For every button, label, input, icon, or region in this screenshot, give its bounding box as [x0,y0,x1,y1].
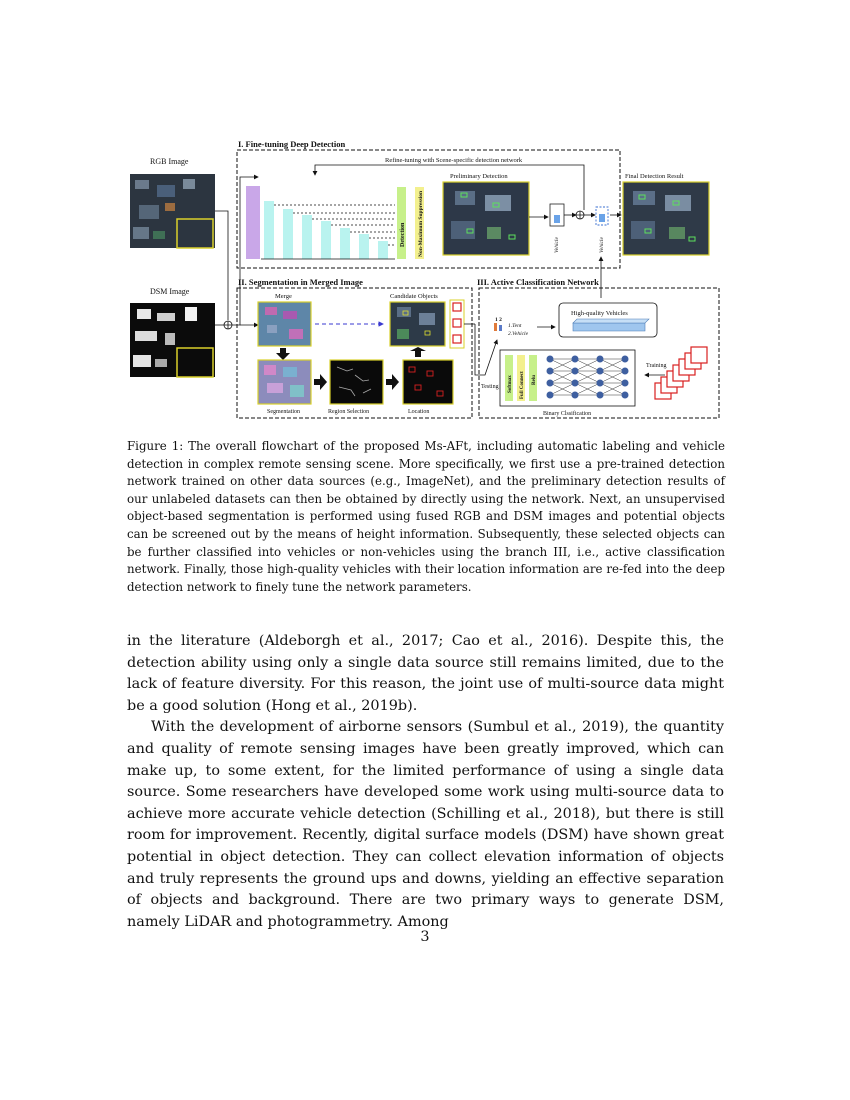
vehicle-label-2: Vehicle [599,237,605,253]
rgb-image-label: RGB Image [150,157,189,166]
body-text [127,631,724,933]
preliminary-detection-image [443,182,529,255]
region-selection-label: Region Selection [328,409,370,415]
final-detection-label: Final Detection Result [625,173,684,180]
paragraph-2: With the development of airborne sensors (Sumbul et al., 2019), the quantity and quality of remote sensing images have been greatly improved, which can make up, to some extent, for the limited performance of using a single data source. Some researchers have developed some work using multi-source data to achieve more accurate vehicle detection (Schilling et al., 2018), but there is still room for improvement. Recently, digital surface models (DSM) have shown great potential in object detection. They can collect elevation information of objects and truly represents the ground ups and downs, yielding an effective separation of objects and background. There are two primary ways to generate DSM, namely LiDAR and photogrammetry. Among [127,719,724,930]
candidate-objects-label: Candidate Objects [390,293,438,300]
legend-vehicle: 2.Vehicle [508,331,529,337]
final-detection-image [623,182,709,255]
rgb-image [130,174,215,248]
location-label: Location [408,409,430,415]
section3-title: III. Active Classification Network [477,277,599,287]
candidate-objects-image [390,302,445,346]
section2-title: II. Segmentation in Merged Image [238,277,363,287]
figure-caption: Figure 1: The overall flowchart of the proposed Ms-AFt, including automatic labeling and vehicle detection in complex remote sensing scene. More specifically, we first use a pre-trained detection network trained on other data sources (e.g., ImageNet), and the preliminary detection results of our unlabeled datasets can then be obtained by directly using the network. Next, an unsupervised object-based segmentation is performed using fused RGB and DSM images and potential objects can be screened out by the means of height information. Subsequently, these selected objects can be further classified into vehicles or non-vehicles using the branch III, i.e., active classification network. Finally, those high-quality vehicles with their location information are re-fed into the deep detection network to finely tune the network parameters. [127,439,725,594]
vehicle-label-1: Vehicle [554,237,560,253]
location-image [403,360,453,404]
high-quality-label: High-quality Vehicles [571,310,628,317]
page-number: 3 [420,929,430,945]
candidate-crops [450,300,464,348]
flowchart-svg [125,135,725,425]
training-samples [655,347,707,399]
relu-label: Relu [532,375,537,385]
feature-pyramid [246,186,395,259]
paragraph-1: in the literature (Aldeborgh et al., 2017; Cao et al., 2016). Despite this, the detection ability using only a single data source still remains limited, due to the lack of feature diversity. For this reason, the joint use of multi-source data might be a good solution (Hong et al., 2019b). [127,633,724,714]
region-selection-image [330,360,383,404]
flowchart-figure [125,135,725,425]
segmentation-image [258,360,311,404]
legend-tent: 1.Tent [508,323,522,329]
legend-numbers: 1 2 [495,317,502,323]
binary-classification-label: Binary Clssification [543,411,592,417]
merge-label: Merge [275,293,292,300]
detection-label: Detection [400,222,406,247]
training-label: Training [646,363,667,369]
dsm-image [130,303,215,377]
merged-image [258,302,311,346]
nms-label: Non-Maximum Suppression [418,190,424,257]
segmentation-label: Segmentation [267,409,300,415]
section1-title: I. Fine-tuning Deep Detection [238,139,346,149]
testing-label: Testing [481,384,499,390]
refine-label: Refine-tuning with Scene-specific detection network [385,157,523,164]
dsm-image-label: DSM Image [150,287,190,296]
preliminary-detection-label: Preliminary Detection [450,173,508,180]
classification-network [500,350,635,406]
full-connect-label: Full Connect [520,371,525,399]
softmax-label: Softmax [508,375,513,393]
